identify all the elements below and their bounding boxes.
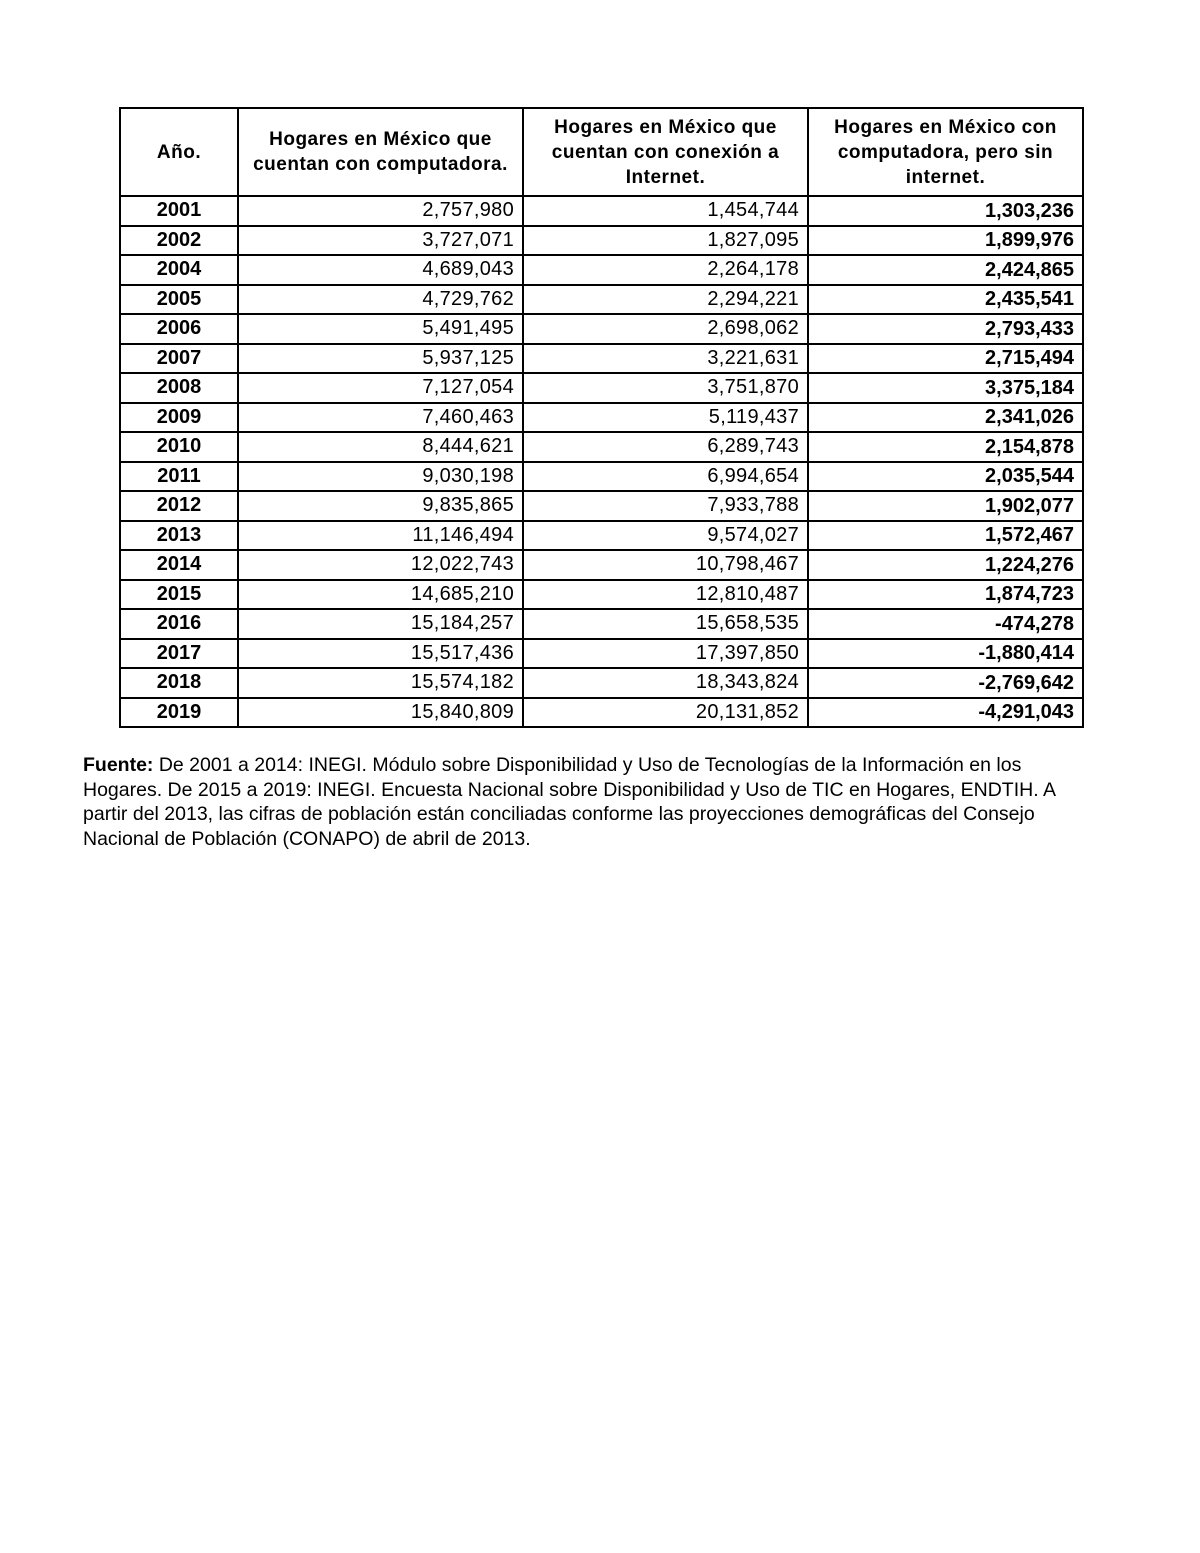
cell-computer-no-internet: 1,874,723 bbox=[808, 580, 1083, 610]
cell-internet: 12,810,487 bbox=[523, 580, 808, 610]
cell-computer-no-internet: -2,769,642 bbox=[808, 668, 1083, 698]
cell-year: 2010 bbox=[120, 432, 238, 462]
cell-year: 2014 bbox=[120, 550, 238, 580]
cell-internet: 2,698,062 bbox=[523, 314, 808, 344]
cell-computer: 14,685,210 bbox=[238, 580, 523, 610]
cell-year: 2015 bbox=[120, 580, 238, 610]
cell-computer: 3,727,071 bbox=[238, 226, 523, 256]
table-header-row bbox=[120, 108, 1083, 196]
table-row bbox=[120, 403, 1083, 433]
table-row bbox=[120, 373, 1083, 403]
table-row bbox=[120, 521, 1083, 551]
table-row bbox=[120, 668, 1083, 698]
table-row bbox=[120, 226, 1083, 256]
header-internet: Hogares en México que cuentan con conexión a Internet. bbox=[523, 108, 808, 196]
cell-computer-no-internet: 2,435,541 bbox=[808, 285, 1083, 315]
table-row bbox=[120, 639, 1083, 669]
table-row bbox=[120, 580, 1083, 610]
cell-internet: 6,289,743 bbox=[523, 432, 808, 462]
cell-computer-no-internet: 1,899,976 bbox=[808, 226, 1083, 256]
cell-internet: 7,933,788 bbox=[523, 491, 808, 521]
cell-year: 2012 bbox=[120, 491, 238, 521]
cell-computer-no-internet: 2,715,494 bbox=[808, 344, 1083, 374]
cell-year: 2002 bbox=[120, 226, 238, 256]
cell-computer-no-internet: 2,341,026 bbox=[808, 403, 1083, 433]
table-row bbox=[120, 609, 1083, 639]
cell-computer: 15,574,182 bbox=[238, 668, 523, 698]
cell-computer: 15,517,436 bbox=[238, 639, 523, 669]
table-row bbox=[120, 196, 1083, 226]
cell-computer: 4,689,043 bbox=[238, 255, 523, 285]
cell-internet: 10,798,467 bbox=[523, 550, 808, 580]
table-row bbox=[120, 314, 1083, 344]
cell-year: 2007 bbox=[120, 344, 238, 374]
cell-computer-no-internet: 1,224,276 bbox=[808, 550, 1083, 580]
cell-year: 2011 bbox=[120, 462, 238, 492]
cell-computer-no-internet: -1,880,414 bbox=[808, 639, 1083, 669]
table-row bbox=[120, 698, 1083, 728]
source-footnote bbox=[83, 753, 1103, 851]
cell-computer-no-internet: 1,572,467 bbox=[808, 521, 1083, 551]
table-row bbox=[120, 432, 1083, 462]
cell-internet: 5,119,437 bbox=[523, 403, 808, 433]
cell-internet: 6,994,654 bbox=[523, 462, 808, 492]
cell-year: 2018 bbox=[120, 668, 238, 698]
cell-computer: 7,127,054 bbox=[238, 373, 523, 403]
cell-computer: 4,729,762 bbox=[238, 285, 523, 315]
cell-year: 2004 bbox=[120, 255, 238, 285]
table-row bbox=[120, 491, 1083, 521]
cell-computer: 15,184,257 bbox=[238, 609, 523, 639]
cell-year: 2008 bbox=[120, 373, 238, 403]
cell-computer-no-internet: -474,278 bbox=[808, 609, 1083, 639]
cell-year: 2009 bbox=[120, 403, 238, 433]
footnote-text: De 2001 a 2014: INEGI. Módulo sobre Disponibilidad y Uso de Tecnologías de la Información en los Hogares. De 2015 a 2019: INEGI. Encuesta Nacional sobre Disponibilidad y Uso de TIC en Hogares, ENDTIH. A partir del 2013, las cifras de población están conciliadas conforme las proyecciones demográficas del Consejo Nacional de Población (CONAPO) de abril de 2013. bbox=[83, 754, 1055, 850]
cell-internet: 2,294,221 bbox=[523, 285, 808, 315]
cell-year: 2019 bbox=[120, 698, 238, 728]
table-row bbox=[120, 255, 1083, 285]
footnote-label: Fuente: bbox=[83, 754, 154, 776]
cell-computer-no-internet: 1,902,077 bbox=[808, 491, 1083, 521]
cell-year: 2006 bbox=[120, 314, 238, 344]
cell-internet: 20,131,852 bbox=[523, 698, 808, 728]
header-computer: Hogares en México que cuentan con computadora. bbox=[238, 108, 523, 196]
cell-computer: 5,937,125 bbox=[238, 344, 523, 374]
cell-computer: 8,444,621 bbox=[238, 432, 523, 462]
cell-internet: 1,454,744 bbox=[523, 196, 808, 226]
cell-year: 2017 bbox=[120, 639, 238, 669]
table-row bbox=[120, 462, 1083, 492]
cell-computer: 12,022,743 bbox=[238, 550, 523, 580]
cell-computer-no-internet: 2,035,544 bbox=[808, 462, 1083, 492]
cell-computer: 9,835,865 bbox=[238, 491, 523, 521]
header-computer-no-internet: Hogares en México con computadora, pero sin internet. bbox=[808, 108, 1083, 196]
table-row bbox=[120, 285, 1083, 315]
table-row bbox=[120, 550, 1083, 580]
cell-internet: 1,827,095 bbox=[523, 226, 808, 256]
cell-internet: 2,264,178 bbox=[523, 255, 808, 285]
cell-year: 2013 bbox=[120, 521, 238, 551]
cell-computer: 2,757,980 bbox=[238, 196, 523, 226]
cell-computer-no-internet: 2,424,865 bbox=[808, 255, 1083, 285]
cell-internet: 15,658,535 bbox=[523, 609, 808, 639]
cell-internet: 17,397,850 bbox=[523, 639, 808, 669]
cell-year: 2016 bbox=[120, 609, 238, 639]
cell-computer-no-internet: 2,793,433 bbox=[808, 314, 1083, 344]
cell-internet: 3,221,631 bbox=[523, 344, 808, 374]
cell-computer-no-internet: 2,154,878 bbox=[808, 432, 1083, 462]
cell-computer: 9,030,198 bbox=[238, 462, 523, 492]
header-year: Año. bbox=[120, 108, 238, 196]
cell-internet: 3,751,870 bbox=[523, 373, 808, 403]
households-table bbox=[119, 107, 1084, 728]
table-body bbox=[120, 196, 1083, 727]
cell-internet: 9,574,027 bbox=[523, 521, 808, 551]
cell-computer: 7,460,463 bbox=[238, 403, 523, 433]
cell-year: 2005 bbox=[120, 285, 238, 315]
cell-year: 2001 bbox=[120, 196, 238, 226]
cell-computer-no-internet: -4,291,043 bbox=[808, 698, 1083, 728]
cell-computer: 15,840,809 bbox=[238, 698, 523, 728]
cell-internet: 18,343,824 bbox=[523, 668, 808, 698]
cell-computer: 5,491,495 bbox=[238, 314, 523, 344]
cell-computer-no-internet: 1,303,236 bbox=[808, 196, 1083, 226]
cell-computer: 11,146,494 bbox=[238, 521, 523, 551]
table-row bbox=[120, 344, 1083, 374]
cell-computer-no-internet: 3,375,184 bbox=[808, 373, 1083, 403]
